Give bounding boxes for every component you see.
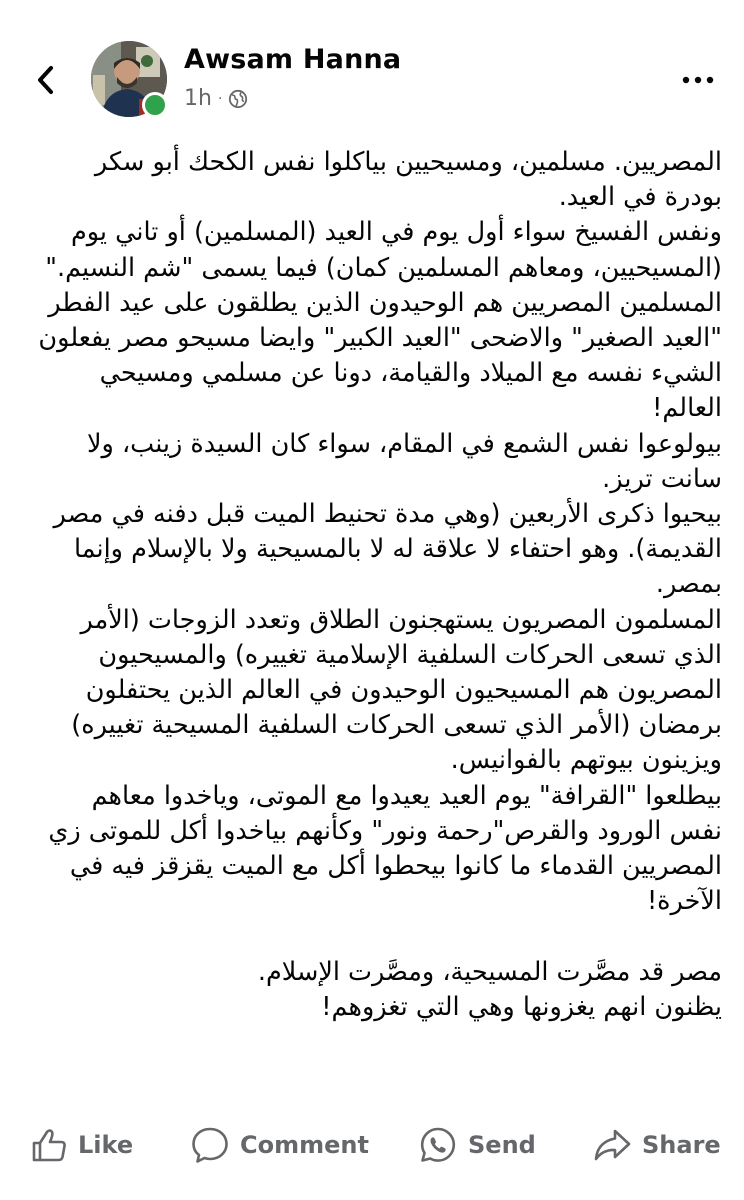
send-button[interactable] <box>418 1122 536 1168</box>
like-button[interactable] <box>30 1122 133 1168</box>
chevron-left-icon <box>34 65 58 95</box>
share-icon <box>592 1126 632 1164</box>
post-text: المصريين. مسلمين، ومسيحيين بياكلوا نفس الكحك أبو سكر بودرة في العيد. ونفس الفسيخ سواء أول يوم في العيد (المسلمين) أو تاني يوم (المسيحيين، ومعاهم المسلمين كمان) فيما يسمى "شم النسيم." المسلمين المصريين هم الوحيدون الذين يطلقون على عيد الفطر "العيد الصغير" والاضحى "العيد الكبير" وايضا مسيحو مصر يفعلون الشيء نفسه مع الميلاد والقيامة، دونا عن مسلمي ومسيحي العالم! بيولوعوا نفس الشمع في المقام، سواء كان السيدة زينب، ولا سانت تريز. بيحيوا ذكرى الأربعين (وهي مدة تحنيط الميت قبل دفنه في مصر القديمة). وهو احتفاء لا علاقة له لا بالمسيحية ولا بالإسلام وإنما بمصر. المسلمون المصريون يستهجنون الطلاق وتعدد الزوجات (الأمر الذي تسعى الحركات السلفية الإسلامية تغييره) والمسيحيون المصريون هم المسيحيون الوحيدون في العالم الذين يحتفلون برمضان (الأمر الذي تسعى الحركات السلفية المسيحية تغييره) ويزينون بيوتهم بالفوانيس. بيطلعوا "القرافة" يوم العيد يعيدوا مع الموتى، وياخدوا معاهم نفس الورود والقرص"رحمة ونور" وكأنهم بياخدوا أكل للموتى زي المصريين القدماء ما كانوا بيحطوا أكل مع الميت يقزقز فيه في الآخرة! مصر قد مصَّرت المسيحية، ومصَّرت الإسلام. يظنون انهم يغزونها وهي التي تغزوهم! <box>38 147 722 1022</box>
share-button[interactable] <box>592 1122 721 1168</box>
more-horizontal-icon <box>682 76 714 84</box>
comment-label: Comment <box>240 1131 369 1159</box>
whatsapp-icon <box>418 1125 458 1165</box>
separator-dot: · <box>217 90 223 107</box>
post-meta <box>184 86 248 111</box>
more-options-button[interactable] <box>678 62 718 98</box>
action-bar <box>0 1112 744 1176</box>
comment-icon <box>190 1125 230 1165</box>
share-label: Share <box>642 1131 721 1159</box>
online-status-indicator <box>142 92 168 118</box>
thumbs-up-icon <box>30 1126 68 1164</box>
post-time[interactable]: 1h <box>184 86 212 111</box>
post-header <box>0 0 744 140</box>
like-label: Like <box>78 1131 134 1159</box>
back-button[interactable] <box>26 58 66 102</box>
comment-button[interactable] <box>190 1122 369 1168</box>
author-name[interactable]: Awsam Hanna <box>184 44 402 75</box>
send-label: Send <box>468 1131 536 1159</box>
globe-icon[interactable] <box>228 89 248 109</box>
